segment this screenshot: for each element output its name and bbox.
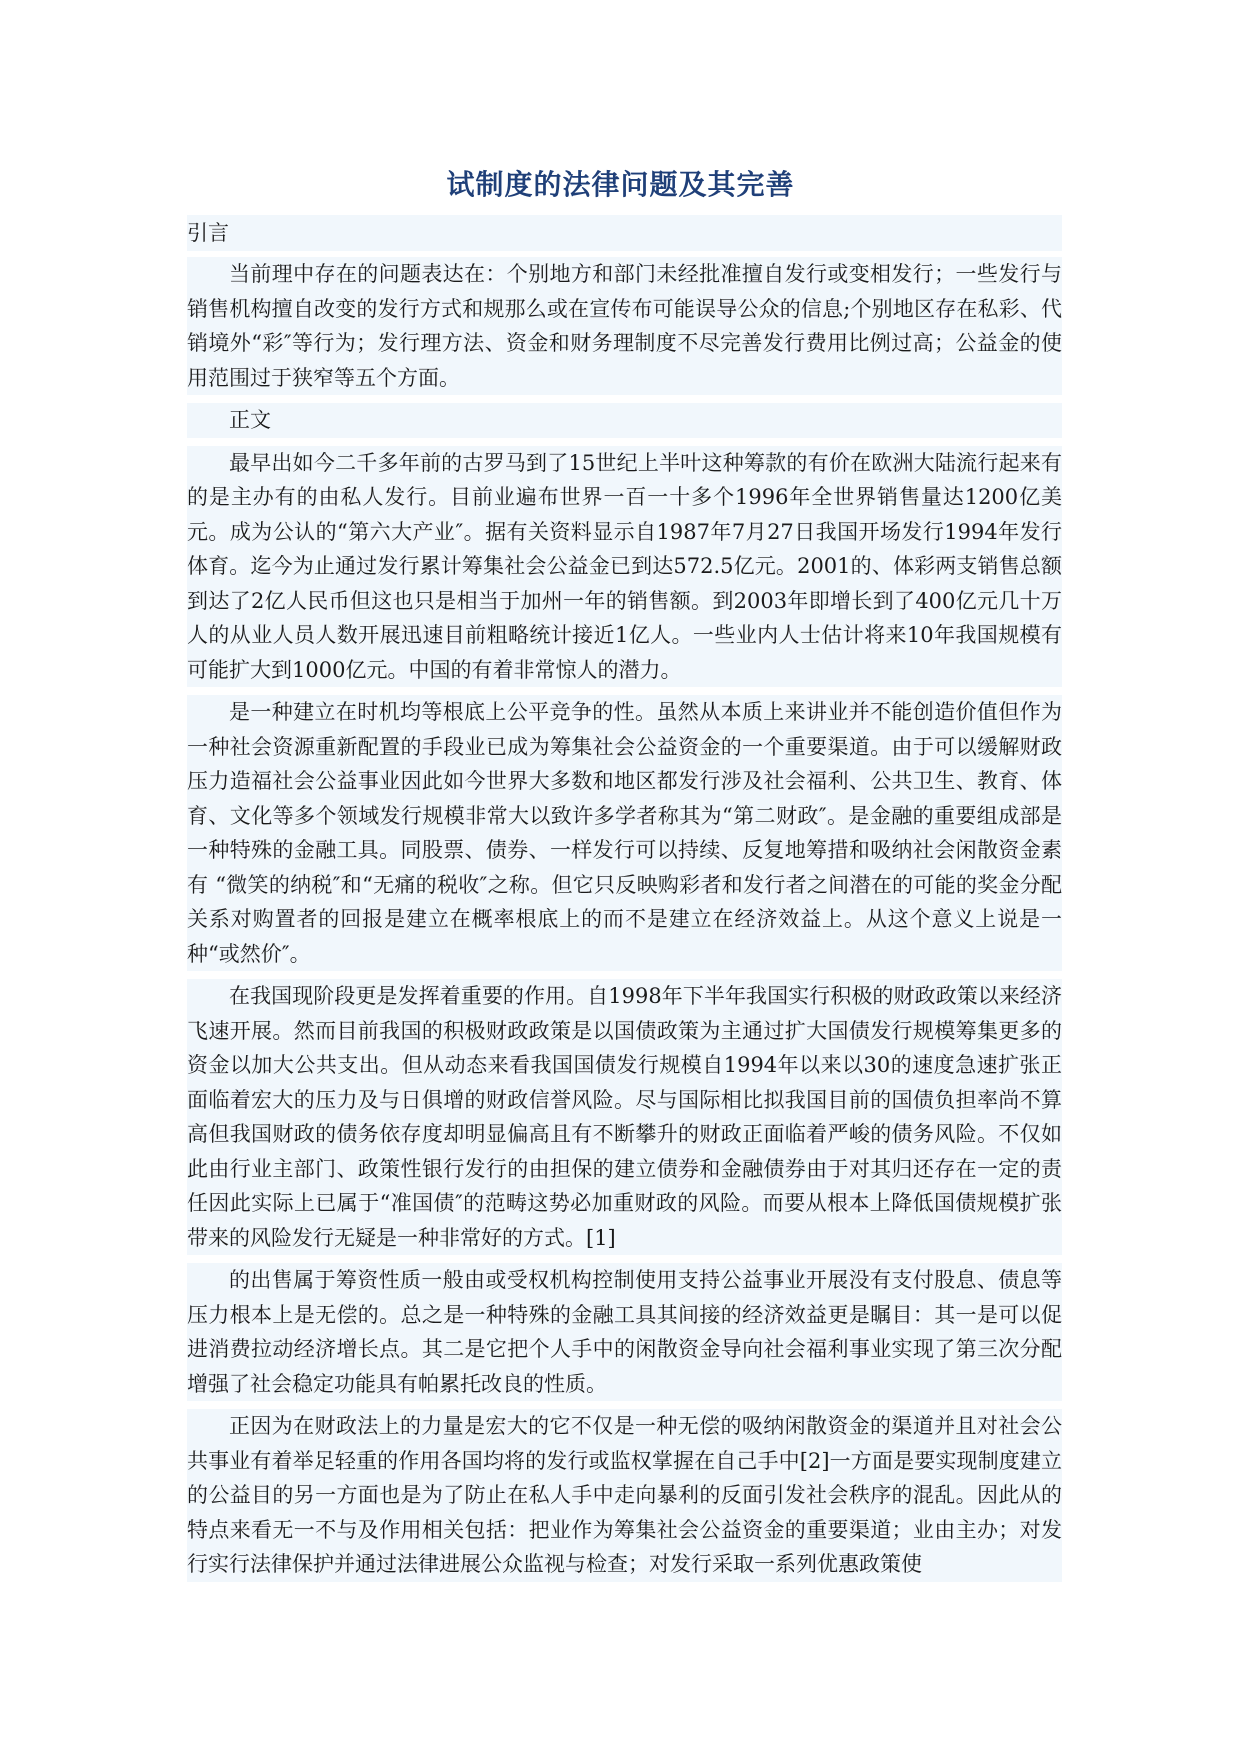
paragraph-5: 的出售属于筹资性质一般由或受权机构控制使用支持公益事业开展没有支付股息、债息等压力根本上是无偿的。总之是一种特殊的金融工具其间接的经济效益更是瞩目：其一是可以促进消费拉动经济增长点。其二是它把个人手中的闲散资金导向社会福利事业实现了第三次分配增强了社会稳定功能具有帕累托改良的性质。 [187, 1263, 1062, 1401]
body-heading: 正文 [187, 403, 1062, 438]
paragraph-2: 最早出如今二千多年前的古罗马到了15世纪上半叶这种筹款的有价在欧洲大陆流行起来有的是主办有的由私人发行。目前业遍布世界一百一十多个1996年全世界销售量达1200亿美元。成为公认的“第六大产业″。据有关资料显示自1987年7月27日我国开场发行1994年发行体育。迄今为止通过发行累计筹集社会公益金已到达572.5亿元。2001的、体彩两支销售总额到达了2亿人民币但这也只是相当于加州一年的销售额。到2003年即增长到了400亿元几十万人的从业人员人数开展迅速目前粗略统计接近1亿人。一些业内人士估计将来10年我国规模有可能扩大到1000亿元。中国的有着非常惊人的潜力。 [187, 446, 1062, 688]
intro-heading: 引言 [187, 215, 1062, 251]
document-body [187, 215, 1062, 1590]
document-title: 试制度的法律问题及其完善 [446, 168, 795, 201]
paragraph-3: 是一种建立在时机均等根底上公平竞争的性。虽然从本质上来讲业并不能创造价值但作为一种社会资源重新配置的手段业已成为筹集社会公益资金的一个重要渠道。由于可以缓解财政压力造福社会公益事业因此如今世界大多数和地区都发行涉及社会福利、公共卫生、教育、体育、文化等多个领域发行规模非常大以致许多学者称其为“第二财政″。是金融的重要组成部是一种特殊的金融工具。同股票、债券、一样发行可以持续、反复地筹措和吸纳社会闲散资金素有 “微笑的纳税″和“无痛的税收″之称。但它只反映购彩者和发行者之间潜在的可能的奖金分配关系对购置者的回报是建立在概率根底上的而不是建立在经济效益上。从这个意义上说是一种“或然价″。 [187, 695, 1062, 971]
paragraph-4: 在我国现阶段更是发挥着重要的作用。自1998年下半年我国实行积极的财政政策以来经济飞速开展。然而目前我国的积极财政政策是以国债政策为主通过扩大国债发行规模筹集更多的资金以加大公共支出。但从动态来看我国国债发行规模自1994年以来以30的速度急速扩张正面临着宏大的压力及与日俱增的财政信誉风险。尽与国际相比拟我国目前的国债负担率尚不算高但我国财政的债务依存度却明显偏高且有不断攀升的财政正面临着严峻的债务风险。不仅如此由行业主部门、政策性银行发行的由担保的建立债券和金融债券由于对其归还存在一定的责任因此实际上已属于“准国债″的范畴这势必加重财政的风险。而要从根本上降低国债规模扩张带来的风险发行无疑是一种非常好的方式。[1] [187, 979, 1062, 1255]
paragraph-1: 当前理中存在的问题表达在：个别地方和部门未经批准擅自发行或变相发行；一些发行与销售机构擅自改变的发行方式和规那么或在宣传布可能误导公众的信息;个别地区存在私彩、代销境外“彩″等行为；发行理方法、资金和财务理制度不尽完善发行费用比例过高；公益金的使用范围过于狭窄等五个方面。 [187, 257, 1062, 395]
paragraph-6: 正因为在财政法上的力量是宏大的它不仅是一种无偿的吸纳闲散资金的渠道并且对社会公共事业有着举足轻重的作用各国均将的发行或监权掌握在自己手中[2]一方面是要实现制度建立的公益目的另一方面也是为了防止在私人手中走向暴利的反面引发社会秩序的混乱。因此从的特点来看无一不与及作用相关包括：把业作为筹集社会公益资金的重要渠道；业由主办；对发行实行法律保护并通过法律进展公众监视与检查；对发行采取一系列优惠政策使 [187, 1409, 1062, 1582]
